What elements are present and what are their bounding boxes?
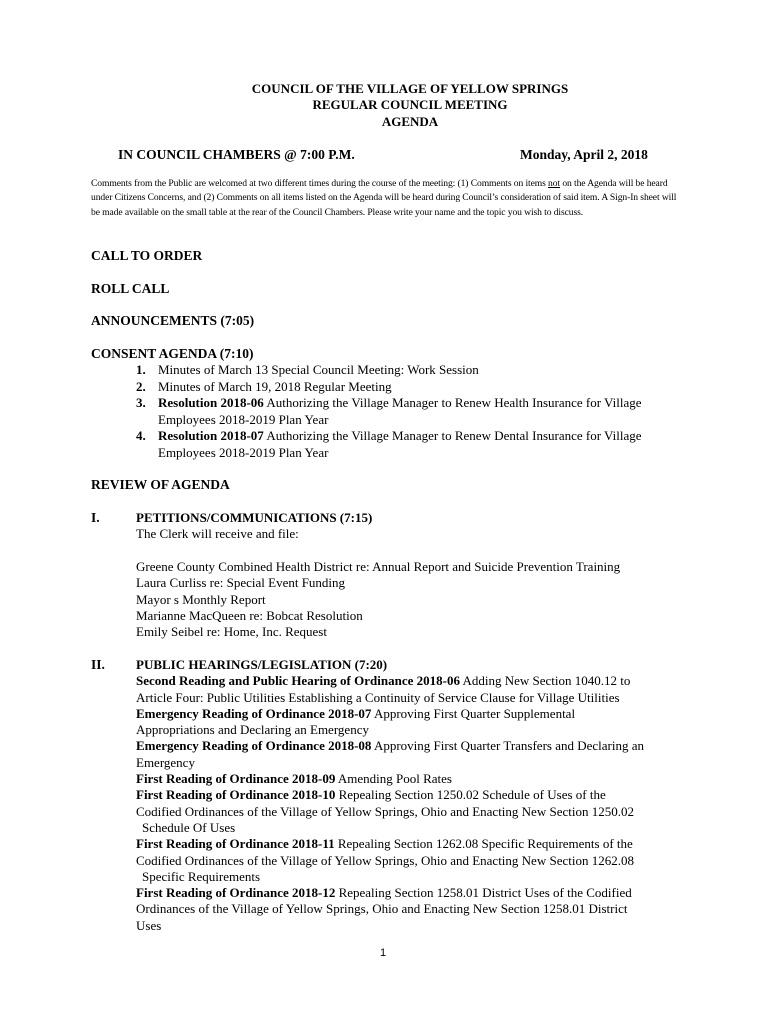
petitions-list: [136, 559, 696, 640]
public-comment-notice: [91, 177, 681, 220]
item-number: 3.: [136, 395, 146, 410]
consent-item: [136, 362, 696, 379]
ordinance-title: First Reading of Ordinance 2018-09: [136, 771, 336, 787]
meeting-location: IN COUNCIL CHAMBERS @ 7:00 P.M.: [118, 147, 355, 162]
item-bold: Resolution 2018-07: [158, 428, 264, 443]
roll-call-heading: ROLL CALL: [91, 281, 170, 296]
legislation-entry: [136, 787, 711, 836]
hearings-section: [136, 657, 711, 934]
notice-emphasis: not: [548, 178, 561, 189]
ordinance-desc-cont: Codified Ordinances of the Village of Yellow Springs, Ohio and Enacting New Section 1262.08: [136, 852, 634, 868]
consent-item: [136, 395, 696, 428]
ordinance-desc: Adding New Section 1040.12 to: [459, 673, 631, 689]
ordinance-desc-cont: Appropriations and Declaring an Emergency: [136, 722, 369, 738]
section-numeral-1: I.: [91, 510, 100, 525]
petition-item: Laura Curliss re: Special Event Funding: [136, 575, 346, 591]
notice-text-2: on the Agenda will be heard under Citizens Concerns, and (2) Comments on all items listed on the Agenda will be heard during Council’s consideration of said item. A Sign-In sheet will be made available on the small table at the rear of the Council Chambers. Please write your name and the topic you wish to discuss.: [91, 178, 677, 218]
ordinance-desc-cont: Specific Requirements: [142, 868, 261, 884]
petition-item: Marianne MacQueen re: Bobcat Resolution: [136, 607, 363, 623]
item-bold: Resolution 2018-06: [158, 395, 264, 410]
consent-item: [136, 428, 696, 461]
ordinance-title: Emergency Reading of Ordinance 2018-07: [136, 705, 372, 721]
ordinance-desc-cont: Emergency: [136, 754, 195, 770]
item-text: [158, 362, 696, 379]
ordinance-desc: Approving First Quarter Transfers and Declaring an: [371, 738, 645, 754]
item-desc: Minutes of March 13 Special Council Meeting: Work Session: [158, 362, 479, 377]
item-number: 2.: [136, 378, 146, 394]
petition-item: Mayor s Monthly Report: [136, 591, 266, 607]
call-to-order-heading: CALL TO ORDER: [91, 248, 203, 263]
ordinance-title: First Reading of Ordinance 2018-11: [136, 836, 335, 852]
meeting-type: REGULAR COUNCIL MEETING: [312, 97, 508, 112]
page-number: 1: [380, 947, 387, 959]
item-desc: Minutes of March 19, 2018 Regular Meeting: [158, 378, 392, 394]
review-of-agenda-heading: REVIEW OF AGENDA: [91, 477, 230, 492]
ordinance-title: Second Reading and Public Hearing of Ordinance 2018-06: [136, 673, 460, 689]
ordinance-desc-cont: Schedule Of Uses: [142, 819, 236, 835]
legislation-entry: [136, 738, 711, 771]
ordinance-desc: Repealing Section 1258.01 District Uses of the Codified: [335, 885, 632, 901]
item-desc: Authorizing the Village Manager to Renew Health Insurance for Village Employees 2018-2019 Plan Year: [158, 395, 642, 427]
ordinance-desc-cont: Ordinances of the Village of Yellow Springs, Ohio and Enacting New Section 1258.01 District: [136, 901, 628, 917]
ordinance-desc-cont: Uses: [136, 917, 162, 933]
petitions-heading: PETITIONS/COMMUNICATIONS (7:15): [136, 510, 373, 525]
council-title: COUNCIL OF THE VILLAGE OF YELLOW SPRINGS: [251, 81, 569, 96]
meeting-date: Monday, April 2, 2018: [520, 147, 648, 162]
announcements-heading: ANNOUNCEMENTS (7:05): [91, 313, 255, 328]
petition-item: Greene County Combined Health District re: Annual Report and Suicide Prevention Training: [136, 559, 621, 574]
item-text: [158, 379, 696, 396]
consent-agenda-list: [136, 362, 696, 461]
item-text: [158, 395, 696, 428]
petition-item: Emily Seibel re: Home, Inc. Request: [136, 624, 327, 640]
ordinance-title: First Reading of Ordinance 2018-10: [136, 787, 336, 803]
ordinance-desc: Amending Pool Rates: [335, 771, 452, 787]
ordinance-desc: Repealing Section 1262.08 Specific Requirements of the: [334, 836, 633, 852]
legislation-entry: [136, 673, 711, 706]
ordinance-desc: Approving First Quarter Supplemental: [371, 705, 576, 721]
ordinance-desc-cont: Codified Ordinances of the Village of Yellow Springs, Ohio and Enacting New Section 1250.02: [136, 803, 634, 819]
consent-item: [136, 379, 696, 396]
legislation-entry: [136, 885, 711, 934]
legislation-entry: [136, 836, 711, 885]
item-text: [158, 428, 696, 461]
petitions-intro: The Clerk will receive and file:: [136, 526, 299, 542]
ordinance-title: First Reading of Ordinance 2018-12: [136, 885, 336, 901]
legislation-entry: [136, 771, 711, 787]
item-number: 4.: [136, 428, 146, 443]
notice-text-1: Comments from the Public are welcomed at two different times during the course of the meeting: (1) Comments on items: [91, 178, 549, 189]
legislation-entry: [136, 706, 711, 739]
hearings-heading: PUBLIC HEARINGS/LEGISLATION (7:20): [136, 657, 388, 672]
item-desc: Authorizing the Village Manager to Renew Dental Insurance for Village Employees 2018-2019 Plan Year: [158, 428, 642, 460]
consent-agenda-heading: CONSENT AGENDA (7:10): [91, 346, 254, 361]
petitions-section: [136, 510, 696, 543]
section-numeral-2: II.: [91, 657, 105, 672]
ordinance-title: Emergency Reading of Ordinance 2018-08: [136, 738, 372, 754]
ordinance-desc-cont: Article Four: Public Utilities Establishing a Continuity of Service Clause for Village Utilities: [136, 689, 620, 705]
item-number: 1.: [136, 362, 146, 377]
ordinance-desc: Repealing Section 1250.02 Schedule of Uses of the: [335, 787, 606, 803]
document-type: AGENDA: [381, 114, 439, 129]
